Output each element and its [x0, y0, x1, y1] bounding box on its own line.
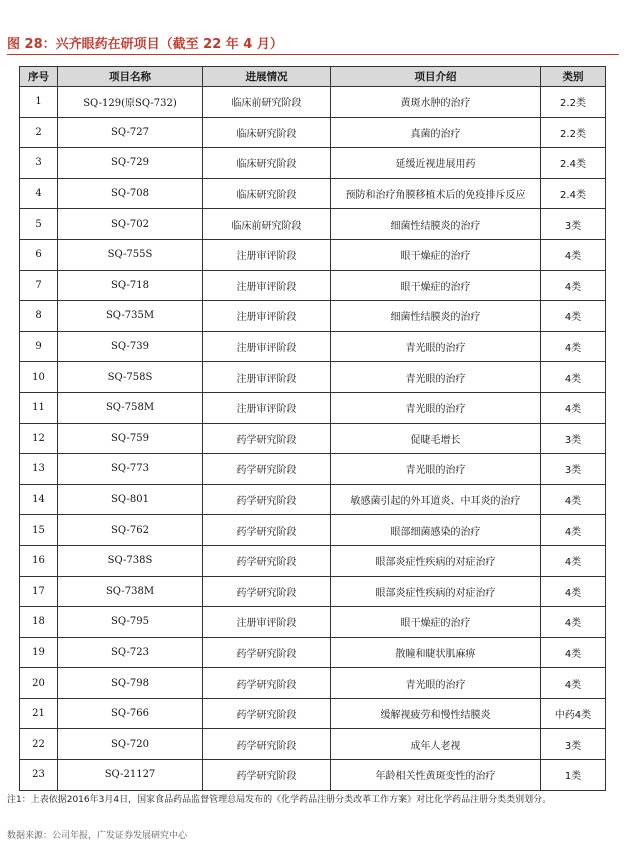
cell-index: 23 — [20, 760, 58, 791]
cell-index: 21 — [20, 698, 58, 729]
cell-status: 临床研究阶段 — [203, 178, 331, 209]
cell-name: SQ-708 — [58, 178, 203, 209]
cell-intro: 缓解视疲劳和慢性结膜炎 — [331, 698, 541, 729]
cell-category: 3类 — [541, 729, 606, 760]
cell-category: 2.4类 — [541, 148, 606, 179]
cell-intro: 青光眼的治疗 — [331, 668, 541, 699]
table-row — [20, 270, 606, 301]
table-row — [20, 515, 606, 546]
cell-intro: 眼部炎症性疾病的对症治疗 — [331, 545, 541, 576]
table-row — [20, 301, 606, 332]
cell-intro: 黄斑水肿的治疗 — [331, 87, 541, 118]
cell-name: SQ-718 — [58, 270, 203, 301]
cell-status: 注册审评阶段 — [203, 301, 331, 332]
footnote: 注1：上表依据2016年3月4日，国家食品药品监督管理总局发布的《化学药品注册分类改革工作方案》对比化学药品注册分类类别划分。 — [7, 795, 552, 805]
cell-category: 4类 — [541, 270, 606, 301]
cell-index: 3 — [20, 148, 58, 179]
cell-name: SQ-738S — [58, 545, 203, 576]
table-body — [20, 87, 606, 791]
data-source: 数据来源：公司年报，广发证券发展研究中心 — [7, 831, 188, 841]
cell-intro: 青光眼的治疗 — [331, 392, 541, 423]
cell-name: SQ-762 — [58, 515, 203, 546]
cell-status: 药学研究阶段 — [203, 668, 331, 699]
cell-name: SQ-702 — [58, 209, 203, 240]
cell-index: 4 — [20, 178, 58, 209]
cell-index: 8 — [20, 301, 58, 332]
header-intro: 项目介绍 — [331, 67, 541, 87]
cell-index: 11 — [20, 392, 58, 423]
cell-status: 药学研究阶段 — [203, 454, 331, 485]
header-category: 类别 — [541, 67, 606, 87]
cell-intro: 青光眼的治疗 — [331, 362, 541, 393]
table-row — [20, 148, 606, 179]
cell-name: SQ-129(原SQ-732) — [58, 87, 203, 118]
table-row — [20, 698, 606, 729]
cell-status: 临床研究阶段 — [203, 148, 331, 179]
header-index: 序号 — [20, 67, 58, 87]
cell-name: SQ-758M — [58, 392, 203, 423]
cell-category: 2.2类 — [541, 117, 606, 148]
cell-status: 注册审评阶段 — [203, 392, 331, 423]
table-row — [20, 392, 606, 423]
cell-intro: 促睫毛增长 — [331, 423, 541, 454]
cell-intro: 眼干燥症的治疗 — [331, 607, 541, 638]
cell-index: 7 — [20, 270, 58, 301]
cell-intro: 青光眼的治疗 — [331, 454, 541, 485]
cell-status: 药学研究阶段 — [203, 637, 331, 668]
cell-index: 14 — [20, 484, 58, 515]
cell-index: 22 — [20, 729, 58, 760]
table-row — [20, 331, 606, 362]
cell-category: 3类 — [541, 454, 606, 485]
table-header-row — [20, 67, 606, 87]
cell-index: 20 — [20, 668, 58, 699]
cell-name: SQ-729 — [58, 148, 203, 179]
cell-category: 4类 — [541, 668, 606, 699]
cell-intro: 年龄相关性黄斑变性的治疗 — [331, 760, 541, 791]
cell-status: 药学研究阶段 — [203, 515, 331, 546]
table-row — [20, 87, 606, 118]
cell-index: 16 — [20, 545, 58, 576]
cell-name: SQ-801 — [58, 484, 203, 515]
cell-category: 2.4类 — [541, 178, 606, 209]
table-row — [20, 423, 606, 454]
table-row — [20, 484, 606, 515]
cell-status: 药学研究阶段 — [203, 545, 331, 576]
cell-name: SQ-758S — [58, 362, 203, 393]
cell-index: 15 — [20, 515, 58, 546]
cell-status: 药学研究阶段 — [203, 760, 331, 791]
cell-intro: 散瞳和睫状肌麻痹 — [331, 637, 541, 668]
cell-index: 5 — [20, 209, 58, 240]
cell-status: 药学研究阶段 — [203, 423, 331, 454]
table-row — [20, 637, 606, 668]
table-row — [20, 178, 606, 209]
table-row — [20, 362, 606, 393]
figure-title: 图 28：兴齐眼药在研项目（截至 22 年 4 月） — [7, 37, 283, 52]
cell-index: 12 — [20, 423, 58, 454]
cell-status: 药学研究阶段 — [203, 576, 331, 607]
cell-index: 13 — [20, 454, 58, 485]
cell-intro: 预防和治疗角膜移植术后的免疫排斥反应 — [331, 178, 541, 209]
table-row — [20, 607, 606, 638]
cell-intro: 眼干燥症的治疗 — [331, 270, 541, 301]
cell-status: 注册审评阶段 — [203, 607, 331, 638]
cell-category: 4类 — [541, 637, 606, 668]
cell-name: SQ-739 — [58, 331, 203, 362]
cell-index: 1 — [20, 87, 58, 118]
cell-status: 临床前研究阶段 — [203, 87, 331, 118]
cell-name: SQ-738M — [58, 576, 203, 607]
cell-name: SQ-720 — [58, 729, 203, 760]
cell-category: 1类 — [541, 760, 606, 791]
cell-name: SQ-21127 — [58, 760, 203, 791]
table-row — [20, 760, 606, 791]
cell-category: 中药4类 — [541, 698, 606, 729]
cell-name: SQ-755S — [58, 239, 203, 270]
cell-intro: 延缓近视进展用药 — [331, 148, 541, 179]
table-row — [20, 729, 606, 760]
cell-category: 4类 — [541, 301, 606, 332]
cell-intro: 眼部炎症性疾病的对症治疗 — [331, 576, 541, 607]
cell-name: SQ-759 — [58, 423, 203, 454]
cell-intro: 眼干燥症的治疗 — [331, 239, 541, 270]
table-row — [20, 576, 606, 607]
cell-category: 4类 — [541, 576, 606, 607]
cell-category: 4类 — [541, 331, 606, 362]
table-row — [20, 239, 606, 270]
title-divider — [7, 54, 619, 55]
cell-status: 药学研究阶段 — [203, 698, 331, 729]
cell-index: 18 — [20, 607, 58, 638]
table-row — [20, 454, 606, 485]
cell-status: 药学研究阶段 — [203, 729, 331, 760]
cell-name: SQ-735M — [58, 301, 203, 332]
cell-index: 19 — [20, 637, 58, 668]
cell-status: 注册审评阶段 — [203, 362, 331, 393]
cell-category: 3类 — [541, 423, 606, 454]
table-row — [20, 117, 606, 148]
header-name: 项目名称 — [58, 67, 203, 87]
cell-status: 药学研究阶段 — [203, 484, 331, 515]
header-status: 进展情况 — [203, 67, 331, 87]
cell-intro: 敏感菌引起的外耳道炎、中耳炎的治疗 — [331, 484, 541, 515]
cell-intro: 细菌性结膜炎的治疗 — [331, 301, 541, 332]
cell-name: SQ-723 — [58, 637, 203, 668]
cell-intro: 真菌的治疗 — [331, 117, 541, 148]
cell-index: 2 — [20, 117, 58, 148]
cell-name: SQ-798 — [58, 668, 203, 699]
cell-status: 注册审评阶段 — [203, 270, 331, 301]
cell-category: 3类 — [541, 209, 606, 240]
project-table — [19, 66, 606, 791]
cell-index: 6 — [20, 239, 58, 270]
cell-intro: 成年人老视 — [331, 729, 541, 760]
cell-category: 4类 — [541, 392, 606, 423]
cell-intro: 细菌性结膜炎的治疗 — [331, 209, 541, 240]
cell-index: 10 — [20, 362, 58, 393]
cell-index: 17 — [20, 576, 58, 607]
table-row — [20, 209, 606, 240]
cell-category: 4类 — [541, 607, 606, 638]
cell-name: SQ-727 — [58, 117, 203, 148]
cell-intro: 青光眼的治疗 — [331, 331, 541, 362]
cell-status: 注册审评阶段 — [203, 239, 331, 270]
cell-status: 注册审评阶段 — [203, 331, 331, 362]
cell-name: SQ-795 — [58, 607, 203, 638]
cell-status: 临床前研究阶段 — [203, 209, 331, 240]
cell-status: 临床研究阶段 — [203, 117, 331, 148]
cell-category: 4类 — [541, 515, 606, 546]
cell-category: 4类 — [541, 484, 606, 515]
cell-name: SQ-773 — [58, 454, 203, 485]
cell-name: SQ-766 — [58, 698, 203, 729]
cell-index: 9 — [20, 331, 58, 362]
cell-category: 2.2类 — [541, 87, 606, 118]
table-row — [20, 668, 606, 699]
cell-intro: 眼部细菌感染的治疗 — [331, 515, 541, 546]
cell-category: 4类 — [541, 545, 606, 576]
table-row — [20, 545, 606, 576]
cell-category: 4类 — [541, 362, 606, 393]
cell-category: 4类 — [541, 239, 606, 270]
